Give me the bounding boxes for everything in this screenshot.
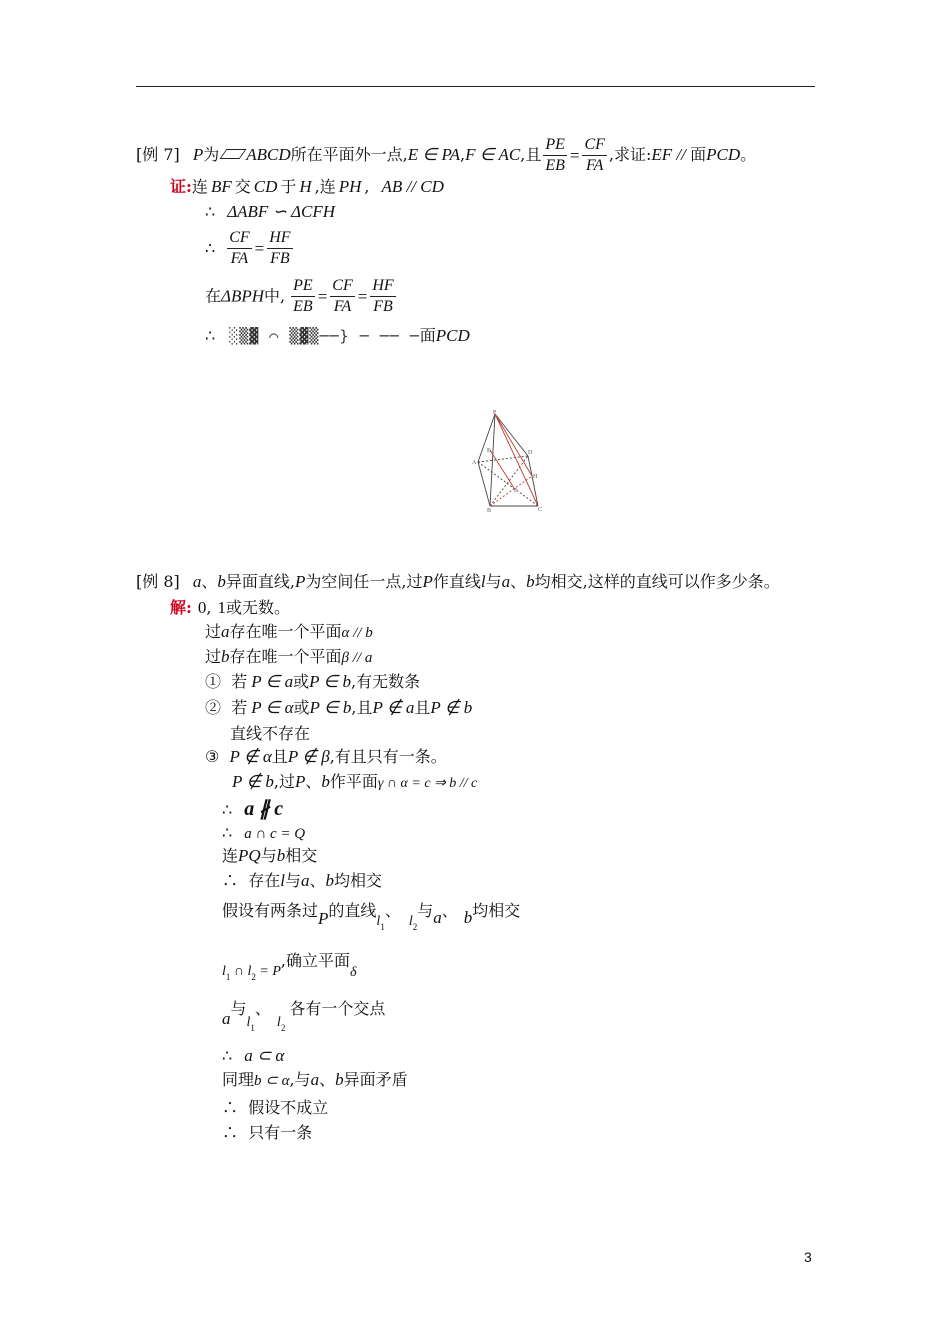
diag-bd <box>490 456 528 506</box>
page-number: 3 <box>804 1249 812 1265</box>
parallelogram-icon <box>220 149 247 159</box>
case-2-result: 直线不存在 <box>230 724 311 743</box>
intersection-plane: $l_1$ ∩ $l_2 = P$,确立平面δ <box>222 951 357 982</box>
fraction-cf-fa: $\frac{CF}{FA}$ <box>584 136 605 174</box>
solution-label: 解: <box>170 598 192 617</box>
therefore-intersection-q: ∴ a ∩ c = Q <box>222 823 306 842</box>
proof-line-5: ∴ ░▒▓ ⌒ ▒▓▒──} ─ ── ─面PCD <box>205 326 470 345</box>
svg-text:E: E <box>487 448 491 454</box>
garbled-formula: ░▒▓ ⌒ ▒▓▒──} ─ ── ─ <box>229 327 420 345</box>
therefore-subset: ∴ a ⊂ α <box>222 1046 285 1065</box>
line-ef <box>490 450 514 488</box>
example-7-statement: [例 7] P为 ABCD所在平面外一点,E ∈ PA,F ∈ AC,且 $\frac{PE}{EB}$ = $\frac{CF}{FA}$ ,求证:EF // 面PCD。 <box>136 136 757 174</box>
proof-line-1: 证:连 BF 交 CD 于 H ,连 PH , AB // CD <box>170 177 444 196</box>
solution-step-2: 过b存在唯一个平面β // a <box>205 647 373 666</box>
svg-text:B: B <box>487 508 492 514</box>
example-tag: [例 8] <box>136 572 180 591</box>
svg-text:C: C <box>538 507 543 513</box>
diag-ac <box>478 462 538 506</box>
proof-line-3: ∴ $\frac{CF}{FA}$ = $\frac{HF}{FB}$ <box>205 229 291 267</box>
svg-text:D: D <box>528 450 533 456</box>
pyramid-figure <box>470 410 550 514</box>
svg-text:P: P <box>493 410 497 416</box>
case-3-line-2: P ∉ b,过P、b作平面γ ∩ α = c ⇒ b // c <box>232 772 478 791</box>
connect-pq: 连PQ与b相交 <box>222 846 318 865</box>
similarly-contradiction: 同理b ⊂ α,与a、b异面矛盾 <box>222 1070 408 1089</box>
proof-line-2: ∴ ΔABF ∽ ΔCFH <box>205 202 336 221</box>
svg-text:A: A <box>472 460 477 466</box>
case-2: ② 若 P ∈ α或P ∈ b,且P ∉ a且P ∉ b <box>205 698 473 717</box>
svg-text:F: F <box>514 488 518 494</box>
header-rule <box>136 86 815 87</box>
example-8-statement: [例 8] a、b异面直线,P为空间任一点,过P作直线l与a、b均相交,这样的直线可以作多少条。 <box>136 572 780 591</box>
only-one: ∴ 只有一条 <box>222 1123 313 1142</box>
edge-cd <box>528 456 538 506</box>
case-1: ① 若 P ∈ a或P ∈ b,有无数条 <box>205 672 421 691</box>
solution-step-1: 过a存在唯一个平面α // b <box>205 622 373 641</box>
assume-two-lines: 假设有两条过P的直线$l_1$、$l_2$与a、 b均相交 <box>222 901 521 932</box>
edge-ab <box>478 462 490 506</box>
therefore-exists-l: ∴ 存在l与a、b均相交 <box>222 871 382 890</box>
proof-label: 证: <box>170 177 192 196</box>
each-intersection: a与$l_1$、$l_2$各有一个交点 <box>222 999 386 1033</box>
svg-text:H: H <box>533 474 538 480</box>
fraction-pe-eb: $\frac{PE}{EB}$ <box>545 136 565 174</box>
proof-line-4: 在ΔBPH中, $\frac{PE}{EB}$ = $\frac{CF}{FA}$ = $\frac{HF}{FB}$ <box>205 277 394 315</box>
example-tag: [例 7] <box>136 145 180 164</box>
case-3: ③ P ∉ α且P ∉ β,有且只有一条。 <box>205 747 447 766</box>
assumption-false: ∴ 假设不成立 <box>222 1098 329 1117</box>
therefore-a-not-parallel-c: ∴ a ∦ c <box>222 798 284 820</box>
solution-answer: 解: 0, 1或无数。 <box>170 598 291 617</box>
